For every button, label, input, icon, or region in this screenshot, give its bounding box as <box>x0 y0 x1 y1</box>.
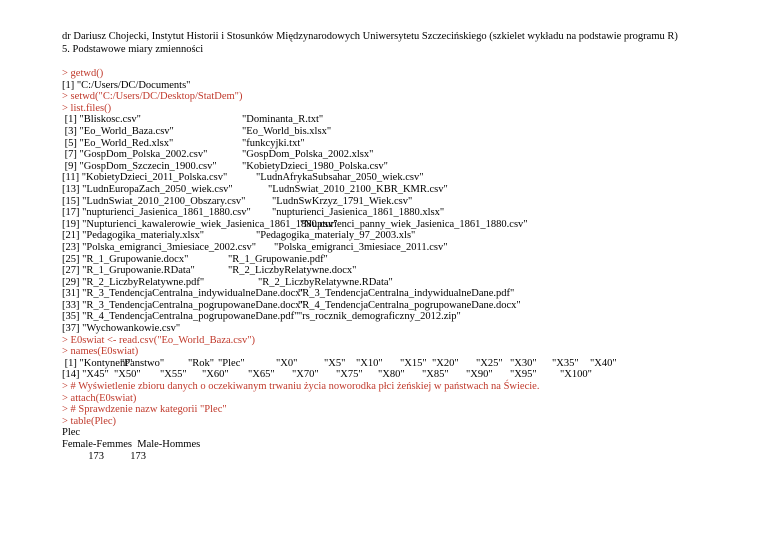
console-output-cell: "X5" <box>324 357 346 369</box>
console-output-cell: [35] "R_4_TendencjaCentralna_pogrupowaneDane.pdf" <box>62 311 299 323</box>
console-output-line: [1] "C:/Users/DC/Documents" <box>62 79 191 91</box>
console-output-cell: "rs_rocznik_demograficzny_2012.zip" <box>298 311 461 323</box>
console-output-cell: "X40" <box>590 357 617 369</box>
console-output-cell: "X85" <box>422 369 449 381</box>
console-output-cell: [11] "KobietyDzieci_2011_Polska.csv" <box>62 172 228 184</box>
console-output-line: Plec <box>62 427 81 439</box>
console-output-line <box>62 358 762 370</box>
console-output-cell: [14] "X45" <box>62 369 109 381</box>
console-output-cell: "X90" <box>466 369 493 381</box>
header-author-line: dr Dariusz Chojecki, Instytut Historii i Stosunków Międzynarodowych Uniwersytetu Szczecińskiego (szkielet wykładu na podstawie programu R) <box>62 31 678 42</box>
console-output-cell: "X50" <box>114 369 141 381</box>
console-output-cell: [17] "nupturienci_Jasienica_1861_1880.csv" <box>62 207 251 219</box>
console-output-line <box>62 161 762 173</box>
console-output-cell: [27] "R_1_Grupowanie.RData" <box>62 265 195 277</box>
console-output-cell: [1] "Kontynent" <box>62 357 133 369</box>
console-output-cell: [23] "Polska_emigranci_3miesiace_2002.csv" <box>62 241 257 253</box>
console-output-cell: [29] "R_2_LiczbyRelatywne.pdf" <box>62 276 205 288</box>
console-output-line <box>62 207 762 219</box>
console-input-line: > getwd() <box>62 68 104 79</box>
console-output-cell: "Dominanta_R.txt" <box>242 114 324 126</box>
console-output-cell: [25] "R_1_Grupowanie.docx" <box>62 253 189 265</box>
console-output-line <box>62 184 762 196</box>
console-output-line <box>62 230 762 242</box>
console-output-line: [37] "Wychowankowie.csv" <box>62 323 181 335</box>
console-output-cell: "R_4_TendencjaCentralna_pogrupowaneDane.docx" <box>298 299 521 311</box>
console-output-cell: "nupturienci_Jasienica_1861_1880.xlsx" <box>272 207 445 219</box>
console-output-cell: "X75" <box>336 369 363 381</box>
console-output-cell: [13] "LudnEuropaZach_2050_wiek.csv" <box>62 183 233 195</box>
console-output-cell: "X35" <box>552 357 579 369</box>
console-output-line <box>62 126 762 138</box>
console-output-line: 173 173 <box>62 450 146 462</box>
console-output-cell: "X65" <box>248 369 275 381</box>
console-output-cell: "X55" <box>160 369 187 381</box>
console-output-line <box>62 149 762 161</box>
console-output-cell: "Polska_emigranci_3miesiace_2011.csv" <box>274 241 448 253</box>
console-input-line: > table(Plec) <box>62 415 117 427</box>
console-output-cell: [7] "GospDom_Polska_2002.csv" <box>62 149 208 161</box>
console-output-line <box>62 254 762 266</box>
console-input-line: > setwd("C:/Users/DC/Desktop/StatDem") <box>62 91 243 103</box>
document-header <box>62 30 762 56</box>
console-output-line: Female-Femmes Male-Hommes <box>62 439 201 450</box>
console-output-cell: "R_1_Grupowanie.pdf" <box>228 253 328 265</box>
console-output-line <box>62 311 762 323</box>
console-output-cell: "X25" <box>476 357 503 369</box>
console-output-cell: "KobietyDzieci_1980_Polska.csv" <box>242 160 388 172</box>
console-output-cell: "GospDom_Polska_2002.xlsx" <box>242 149 374 161</box>
console-output-cell: "funkcyjki.txt" <box>242 137 305 149</box>
console-input-line: > list.files() <box>62 102 112 114</box>
console-input-line: > # Sprawdzenie nazw kategorii "Plec" <box>62 404 227 416</box>
console-output-line <box>62 138 762 150</box>
console-output-cell: "Rok" <box>188 357 215 369</box>
console-output-cell: "Eo_World_bis.xlsx" <box>242 125 332 137</box>
console-output-cell: [19] "Nupturienci_kawalerowie_wiek_Jasienica_1861_1880.csv" <box>62 218 338 230</box>
console-output-cell: "X95" <box>510 369 537 381</box>
console-output-cell: "LudnAfrykaSubsahar_2050_wiek.csv" <box>256 172 424 184</box>
console-output-line <box>62 300 762 312</box>
header-section-title: 5. Podstawowe miary zmienności <box>62 44 204 55</box>
console-input-line: > # Wyświetlenie zbioru danych o oczekiwanym trwaniu życia noworodka płci żeńskiej w państwach na Świecie. <box>62 381 540 393</box>
r-console-transcript <box>62 68 762 462</box>
console-output-line <box>62 265 762 277</box>
console-output-line <box>62 288 762 300</box>
console-input-line: > names(E0swiat) <box>62 346 139 358</box>
console-input-line: > E0swiat <- read.csv("Eo_World_Baza.csv") <box>62 334 256 346</box>
console-output-cell: [33] "R_3_TendencjaCentralna_pogrupowaneDane.docx" <box>62 299 305 311</box>
console-output-cell: "Plec" <box>218 357 245 369</box>
console-output-cell: [15] "LudnSwiat_2010_2100_Obszary.csv" <box>62 195 246 207</box>
console-output-line <box>62 196 762 208</box>
console-output-cell: "R_2_LiczbyRelatywne.docx" <box>228 265 357 277</box>
console-output-line <box>62 114 762 126</box>
console-output-cell: [3] "Eo_World_Baza.csv" <box>62 125 174 137</box>
console-output-line <box>62 277 762 289</box>
console-output-cell: "X30" <box>510 357 537 369</box>
console-output-cell: "R_3_TendencjaCentralna_indywidualneDane.pdf" <box>298 288 515 300</box>
console-output-cell: "X0" <box>276 357 298 369</box>
console-output-cell: [21] "Pedagogika_materialy.xlsx" <box>62 230 205 242</box>
console-output-cell: [9] "GospDom_Szczecin_1900.csv" <box>62 160 217 172</box>
console-output-cell: [1] "Bliskosc.csv" <box>62 114 141 126</box>
console-output-cell: "Panstwo" <box>120 357 165 369</box>
console-output-cell: "X20" <box>432 357 459 369</box>
console-output-cell: [31] "R_3_TendencjaCentralna_indywidualneDane.docx" <box>62 288 305 300</box>
console-output-line <box>62 369 762 381</box>
console-output-cell: "X100" <box>560 369 592 381</box>
console-output-cell: "LudnSwKrzyz_1791_Wiek.csv" <box>272 195 413 207</box>
console-output-cell: [5] "Eo_World_Red.xlsx" <box>62 137 174 149</box>
console-output-line <box>62 242 762 254</box>
console-output-cell: "LudnSwiat_2010_2100_KBR_KMR.csv" <box>268 183 448 195</box>
console-output-cell: "Nupturienci_panny_wiek_Jasienica_1861_1880.csv" <box>300 218 528 230</box>
console-output-cell: "X70" <box>292 369 319 381</box>
console-output-cell: "R_2_LiczbyRelatywne.RData" <box>258 276 393 288</box>
console-output-cell: "X10" <box>356 357 383 369</box>
console-output-cell: "X60" <box>202 369 229 381</box>
console-input-line: > attach(E0swiat) <box>62 392 137 404</box>
console-output-cell: "X15" <box>400 357 427 369</box>
console-output-cell: "X80" <box>378 369 405 381</box>
console-output-line <box>62 219 762 231</box>
console-output-line <box>62 172 762 184</box>
console-output-cell: "Pedagogika_materialy_97_2003.xls" <box>256 230 416 242</box>
